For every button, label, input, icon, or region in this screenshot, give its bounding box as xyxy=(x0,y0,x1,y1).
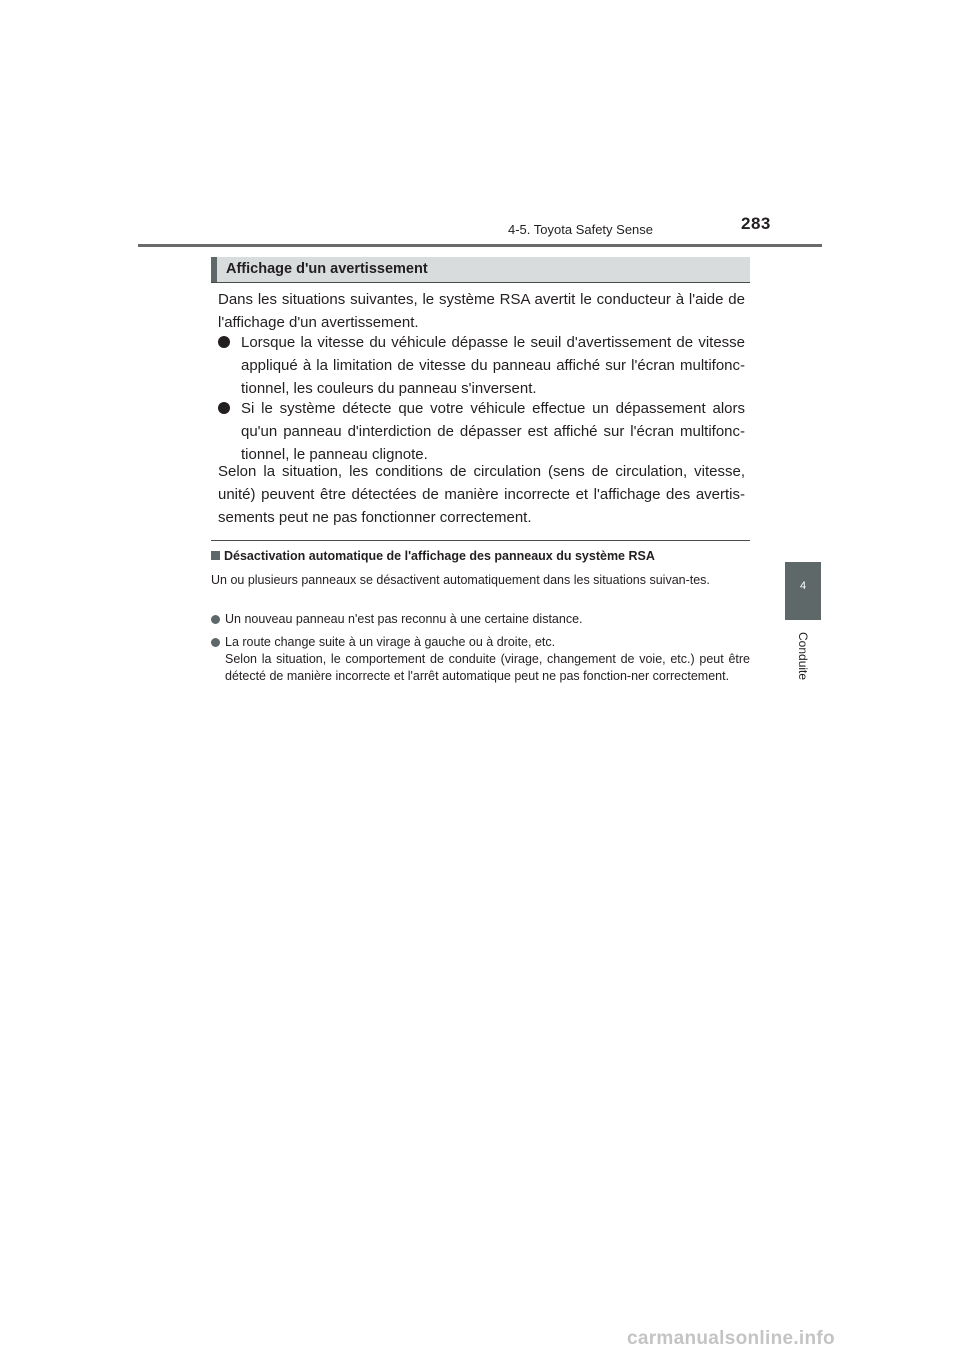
note-bullet-text: Un nouveau panneau n'est pas reconnu à une certaine distance. xyxy=(225,612,583,626)
bullet-item xyxy=(218,397,745,466)
running-header-section: 4-5. Toyota Safety Sense xyxy=(508,222,654,237)
chapter-side-label xyxy=(789,632,817,692)
note-heading-text: Désactivation automatique de l'affichage des panneaux du système RSA xyxy=(224,549,655,563)
note-bullet-dot xyxy=(211,615,220,624)
section-heading-box xyxy=(211,257,750,283)
bullet-text: Lorsque la vitesse du véhicule dépasse le seuil d'avertissement de vitesse appliqué à la limitation de vitesse du panneau affiché sur l'écran multifonc-tionnel, les couleurs du panneau s'inversent. xyxy=(241,334,745,397)
note-heading xyxy=(211,549,655,563)
note-bullet-item xyxy=(211,611,750,628)
watermark-logo: carmanualsonline.info xyxy=(627,1328,835,1349)
chapter-side-label-text: Conduite xyxy=(796,632,810,681)
bullet-item xyxy=(218,331,745,400)
note-bullet-text: La route change suite à un virage à gauche ou à droite, etc. xyxy=(225,635,556,649)
note-square-icon xyxy=(211,551,220,560)
page-number: 283 xyxy=(741,214,771,233)
section-title: Affichage d'un avertissement xyxy=(226,261,428,277)
note-bullet-dot xyxy=(211,638,220,647)
chapter-tab: 4 xyxy=(785,562,821,620)
section-intro: Dans les situations suivantes, le système RSA avertit le conducteur à l'aide de l'affichage d'un avertissement. xyxy=(218,291,745,331)
bullet-dot xyxy=(218,336,230,348)
section-heading-bar xyxy=(211,257,217,282)
bullet-dot xyxy=(218,402,230,414)
note-divider xyxy=(211,540,750,541)
header-rule xyxy=(138,244,822,247)
section-closing: Selon la situation, les conditions de circulation (sens de circulation, vitesse, unité) peuvent être détectées de manière incorrecte et l'affichage des avertis-sements peut ne pas fonctionner correctement. xyxy=(218,463,745,526)
note-bullet-item xyxy=(211,634,750,651)
note-continuation: Selon la situation, le comportement de conduite (virage, changement de voie, etc.) peut être détecté de manière incorrecte et l'arrêt automatique peut ne pas fonction-ner correctement. xyxy=(225,652,750,683)
bullet-text: Si le système détecte que votre véhicule effectue un dépassement alors qu'un panneau d'interdiction de dépasser est affiché sur l'écran multifonc-tionnel, le panneau clignote. xyxy=(241,400,745,463)
note-intro: Un ou plusieurs panneaux se désactivent automatiquement dans les situations suivan-tes. xyxy=(211,573,710,587)
